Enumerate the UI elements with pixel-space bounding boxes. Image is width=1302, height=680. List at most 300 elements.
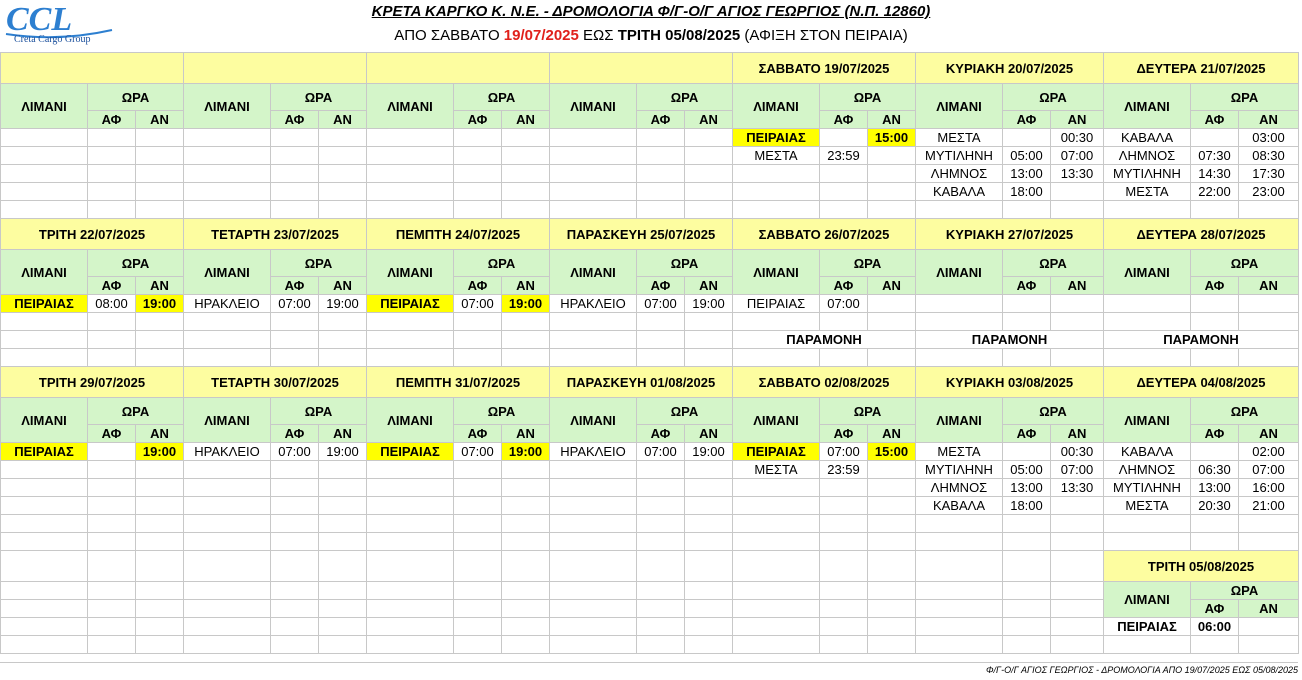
table-cell bbox=[637, 582, 685, 600]
departure-cell bbox=[820, 129, 868, 147]
table-cell bbox=[184, 313, 271, 331]
day-header-row bbox=[1, 367, 1299, 398]
table-cell bbox=[1003, 349, 1051, 367]
departure-cell bbox=[454, 183, 502, 201]
table-cell bbox=[868, 582, 916, 600]
table-cell bbox=[637, 636, 685, 654]
arr-header: ΑΝ bbox=[502, 425, 550, 443]
arrival-cell bbox=[136, 183, 184, 201]
port-cell bbox=[184, 183, 271, 201]
departure-cell bbox=[271, 479, 319, 497]
day-title: ΠΑΡΑΣΚΕΥΗ 01/08/2025 bbox=[550, 367, 733, 398]
table-cell bbox=[136, 515, 184, 533]
table-cell bbox=[319, 618, 367, 636]
arrival-cell: 07:00 bbox=[1051, 147, 1104, 165]
table-cell bbox=[868, 515, 916, 533]
table-cell bbox=[271, 618, 319, 636]
table-cell bbox=[271, 515, 319, 533]
table-cell bbox=[820, 515, 868, 533]
table-cell bbox=[319, 515, 367, 533]
table-cell bbox=[1, 313, 88, 331]
table-cell bbox=[1051, 582, 1104, 600]
dep-header: ΑΦ bbox=[1003, 425, 1051, 443]
dep-header: ΑΦ bbox=[454, 425, 502, 443]
subtitle-prefix: ΑΠΟ ΣΑΒΒΑΤΟ bbox=[394, 27, 504, 44]
port-cell: ΜΥΤΙΛΗΝΗ bbox=[916, 461, 1003, 479]
time-header: ΩΡΑ bbox=[271, 84, 367, 111]
port-cell: ΚΑΒΑΛΑ bbox=[1104, 443, 1191, 461]
table-cell bbox=[1051, 618, 1104, 636]
table-cell bbox=[550, 600, 637, 618]
day-title: ΔΕΥΤΕΡΑ 04/08/2025 bbox=[1104, 367, 1299, 398]
dep-header: ΑΦ bbox=[88, 277, 136, 295]
table-cell bbox=[733, 582, 820, 600]
arr-header: ΑΝ bbox=[1239, 277, 1299, 295]
departure-cell bbox=[271, 201, 319, 219]
arrival-cell bbox=[136, 461, 184, 479]
port-header: ΛΙΜΑΝΙ bbox=[367, 84, 454, 129]
arrival-cell: 00:30 bbox=[1051, 129, 1104, 147]
table-cell bbox=[685, 313, 733, 331]
departure-cell: 07:00 bbox=[454, 443, 502, 461]
port-header: ΛΙΜΑΝΙ bbox=[916, 84, 1003, 129]
departure-cell bbox=[454, 129, 502, 147]
table-cell bbox=[550, 331, 637, 349]
departure-cell bbox=[1003, 295, 1051, 313]
departure-cell bbox=[454, 479, 502, 497]
departure-cell: 07:00 bbox=[454, 295, 502, 313]
port-cell: ΜΥΤΙΛΗΝΗ bbox=[1104, 479, 1191, 497]
table-cell bbox=[550, 636, 637, 654]
table-cell bbox=[868, 349, 916, 367]
subtitle-suffix: (ΑΦΙΞΗ ΣΤΟΝ ΠΕΙΡΑΙΑ) bbox=[740, 27, 908, 44]
table-cell bbox=[184, 600, 271, 618]
table-cell bbox=[271, 533, 319, 551]
arrival-cell bbox=[868, 183, 916, 201]
arrival-cell: 19:00 bbox=[319, 443, 367, 461]
port-cell bbox=[550, 201, 637, 219]
departure-cell bbox=[88, 165, 136, 183]
arr-header: ΑΝ bbox=[868, 277, 916, 295]
table-cell bbox=[136, 582, 184, 600]
table-cell bbox=[1051, 636, 1104, 654]
port-cell bbox=[550, 129, 637, 147]
table-cell bbox=[184, 349, 271, 367]
table-cell bbox=[550, 582, 637, 600]
table-cell bbox=[271, 551, 319, 582]
arrival-cell bbox=[868, 461, 916, 479]
table-cell bbox=[1239, 533, 1299, 551]
time-header: ΩΡΑ bbox=[1003, 250, 1104, 277]
table-cell bbox=[1051, 551, 1104, 582]
departure-cell bbox=[1003, 201, 1051, 219]
departure-cell: 07:00 bbox=[271, 295, 319, 313]
arrival-cell: 23:00 bbox=[1239, 183, 1299, 201]
arrival-cell: 19:00 bbox=[685, 443, 733, 461]
table-cell bbox=[916, 349, 1003, 367]
port-cell bbox=[550, 147, 637, 165]
table-cell bbox=[136, 636, 184, 654]
day-title: ΣΑΒΒΑΤΟ 26/07/2025 bbox=[733, 219, 916, 250]
arrival-cell bbox=[685, 497, 733, 515]
port-cell: ΗΡΑΚΛΕΙΟ bbox=[550, 295, 637, 313]
table-cell bbox=[685, 600, 733, 618]
departure-cell: 07:00 bbox=[637, 295, 685, 313]
table-cell bbox=[319, 600, 367, 618]
table-cell bbox=[868, 313, 916, 331]
day-title: ΤΕΤΑΡΤΗ 30/07/2025 bbox=[184, 367, 367, 398]
table-cell bbox=[685, 582, 733, 600]
table-row bbox=[1, 515, 1299, 533]
table-cell bbox=[454, 533, 502, 551]
arrival-cell bbox=[502, 129, 550, 147]
day-header-row bbox=[1, 53, 1299, 84]
table-cell bbox=[184, 551, 271, 582]
table-cell bbox=[1239, 636, 1299, 654]
time-header: ΩΡΑ bbox=[1191, 582, 1299, 600]
departure-cell bbox=[454, 461, 502, 479]
table-cell bbox=[454, 349, 502, 367]
departure-cell bbox=[637, 183, 685, 201]
dep-header: ΑΦ bbox=[820, 111, 868, 129]
port-cell: ΠΕΙΡΑΙΑΣ bbox=[1104, 618, 1191, 636]
table-cell bbox=[916, 515, 1003, 533]
table-cell bbox=[733, 636, 820, 654]
table-cell bbox=[88, 582, 136, 600]
arr-header: ΑΝ bbox=[868, 425, 916, 443]
table-cell bbox=[550, 533, 637, 551]
table-cell bbox=[916, 618, 1003, 636]
port-header: ΛΙΜΑΝΙ bbox=[916, 250, 1003, 295]
table-cell bbox=[319, 582, 367, 600]
time-header: ΩΡΑ bbox=[820, 84, 916, 111]
day-title: ΠΕΜΠΤΗ 24/07/2025 bbox=[367, 219, 550, 250]
table-cell bbox=[319, 551, 367, 582]
page-title: ΚΡΕΤΑ ΚΑΡΓΚΟ Κ. Ν.Ε. - ΔΡΟΜΟΛΟΓΙΑ Φ/Γ-Ο/Γ ΑΓΙΟΣ ΓΕΩΡΓΙΟΣ (Ν.Π. 12860) bbox=[371, 3, 931, 20]
port-cell: ΠΕΙΡΑΙΑΣ bbox=[367, 295, 454, 313]
table-cell bbox=[916, 551, 1003, 582]
arrival-cell bbox=[319, 479, 367, 497]
port-cell bbox=[367, 147, 454, 165]
table-cell bbox=[1239, 349, 1299, 367]
port-cell bbox=[550, 165, 637, 183]
arrival-cell bbox=[685, 147, 733, 165]
arr-header: ΑΝ bbox=[136, 111, 184, 129]
table-cell bbox=[319, 313, 367, 331]
table-cell bbox=[136, 331, 184, 349]
time-header: ΩΡΑ bbox=[454, 250, 550, 277]
table-cell bbox=[685, 533, 733, 551]
arrival-cell: 00:30 bbox=[1051, 443, 1104, 461]
port-header: ΛΙΜΑΝΙ bbox=[1104, 398, 1191, 443]
arr-header: ΑΝ bbox=[685, 425, 733, 443]
stay-row bbox=[1, 331, 1299, 349]
port-cell bbox=[1, 147, 88, 165]
table-row bbox=[1, 533, 1299, 551]
table-cell bbox=[88, 551, 136, 582]
port-cell bbox=[1, 129, 88, 147]
table-cell bbox=[1, 600, 88, 618]
port-cell bbox=[550, 497, 637, 515]
port-cell bbox=[1, 479, 88, 497]
port-header: ΛΙΜΑΝΙ bbox=[367, 398, 454, 443]
port-header: ΛΙΜΑΝΙ bbox=[1104, 582, 1191, 618]
day-title: ΔΕΥΤΕΡΑ 21/07/2025 bbox=[1104, 53, 1299, 84]
table-cell bbox=[136, 349, 184, 367]
port-cell bbox=[1, 201, 88, 219]
table-cell bbox=[1051, 600, 1104, 618]
table-cell bbox=[88, 313, 136, 331]
table-row bbox=[1, 129, 1299, 147]
arrival-cell bbox=[502, 147, 550, 165]
day-title: ΤΕΤΑΡΤΗ 23/07/2025 bbox=[184, 219, 367, 250]
table-cell bbox=[454, 600, 502, 618]
departure-cell bbox=[88, 183, 136, 201]
table-cell bbox=[685, 515, 733, 533]
table-cell bbox=[637, 515, 685, 533]
table-cell bbox=[637, 331, 685, 349]
port-header: ΛΙΜΑΝΙ bbox=[1, 84, 88, 129]
table-cell bbox=[502, 600, 550, 618]
day-title: ΚΥΡΙΑΚΗ 27/07/2025 bbox=[916, 219, 1104, 250]
table-cell bbox=[88, 331, 136, 349]
port-header: ΛΙΜΑΝΙ bbox=[1, 250, 88, 295]
table-cell bbox=[1, 515, 88, 533]
time-header: ΩΡΑ bbox=[637, 84, 733, 111]
arrival-cell bbox=[502, 479, 550, 497]
port-cell: ΠΕΙΡΑΙΑΣ bbox=[733, 129, 820, 147]
arr-header: ΑΝ bbox=[1051, 425, 1104, 443]
table-row bbox=[1, 551, 1299, 582]
port-header: ΛΙΜΑΝΙ bbox=[733, 84, 820, 129]
port-cell bbox=[184, 461, 271, 479]
table-cell bbox=[454, 331, 502, 349]
dep-header: ΑΦ bbox=[271, 277, 319, 295]
port-cell bbox=[367, 165, 454, 183]
table-cell bbox=[367, 582, 454, 600]
table-cell bbox=[136, 551, 184, 582]
port-cell: ΜΥΤΙΛΗΝΗ bbox=[1104, 165, 1191, 183]
table-cell bbox=[502, 551, 550, 582]
table-cell bbox=[1, 636, 88, 654]
day-title bbox=[1, 53, 184, 84]
arrival-cell bbox=[1239, 618, 1299, 636]
departure-cell: 20:30 bbox=[1191, 497, 1239, 515]
departure-cell: 23:59 bbox=[820, 147, 868, 165]
time-header: ΩΡΑ bbox=[1191, 84, 1299, 111]
day-title: ΤΡΙΤΗ 05/08/2025 bbox=[1104, 551, 1299, 582]
table-cell bbox=[1051, 515, 1104, 533]
arr-header: ΑΝ bbox=[685, 111, 733, 129]
departure-cell bbox=[454, 201, 502, 219]
table-cell bbox=[820, 582, 868, 600]
time-header: ΩΡΑ bbox=[88, 398, 184, 425]
departure-cell: 07:00 bbox=[637, 443, 685, 461]
day-title: ΔΕΥΤΕΡΑ 28/07/2025 bbox=[1104, 219, 1299, 250]
table-cell bbox=[88, 533, 136, 551]
port-cell bbox=[184, 129, 271, 147]
table-cell bbox=[502, 582, 550, 600]
arrival-cell: 15:00 bbox=[868, 129, 916, 147]
dep-header: ΑΦ bbox=[271, 111, 319, 129]
table-cell bbox=[454, 618, 502, 636]
arrival-cell bbox=[685, 461, 733, 479]
table-row bbox=[1, 497, 1299, 515]
time-header: ΩΡΑ bbox=[271, 398, 367, 425]
arrival-cell bbox=[136, 479, 184, 497]
port-cell: ΜΕΣΤΑ bbox=[733, 461, 820, 479]
departure-cell bbox=[88, 479, 136, 497]
arr-header: ΑΝ bbox=[319, 277, 367, 295]
port-header: ΛΙΜΑΝΙ bbox=[184, 250, 271, 295]
arr-header: ΑΝ bbox=[1239, 600, 1299, 618]
arrival-cell bbox=[685, 129, 733, 147]
departure-cell bbox=[88, 461, 136, 479]
table-cell bbox=[367, 533, 454, 551]
table-cell bbox=[916, 313, 1003, 331]
table-cell bbox=[1191, 349, 1239, 367]
departure-cell bbox=[1191, 129, 1239, 147]
departure-cell: 14:30 bbox=[1191, 165, 1239, 183]
departure-cell bbox=[271, 147, 319, 165]
table-cell bbox=[367, 313, 454, 331]
port-cell bbox=[550, 479, 637, 497]
departure-cell bbox=[637, 497, 685, 515]
table-cell bbox=[733, 349, 820, 367]
column-header-row bbox=[1, 398, 1299, 425]
arrival-cell bbox=[502, 165, 550, 183]
port-cell bbox=[733, 201, 820, 219]
table-cell bbox=[271, 600, 319, 618]
port-header: ΛΙΜΑΝΙ bbox=[916, 398, 1003, 443]
arrival-cell bbox=[136, 497, 184, 515]
port-cell bbox=[733, 165, 820, 183]
table-cell bbox=[1003, 636, 1051, 654]
port-header: ΛΙΜΑΝΙ bbox=[367, 250, 454, 295]
arrival-cell bbox=[502, 461, 550, 479]
day-title: ΠΕΜΠΤΗ 31/07/2025 bbox=[367, 367, 550, 398]
table-cell bbox=[637, 313, 685, 331]
arrival-cell bbox=[1051, 201, 1104, 219]
port-cell: ΠΕΙΡΑΙΑΣ bbox=[367, 443, 454, 461]
departure-cell bbox=[454, 165, 502, 183]
departure-cell: 13:00 bbox=[1003, 165, 1051, 183]
departure-cell: 06:00 bbox=[1191, 618, 1239, 636]
time-header: ΩΡΑ bbox=[454, 398, 550, 425]
arrival-cell bbox=[319, 147, 367, 165]
table-cell bbox=[685, 331, 733, 349]
dep-header: ΑΦ bbox=[1003, 111, 1051, 129]
arrival-cell: 02:00 bbox=[1239, 443, 1299, 461]
table-cell bbox=[367, 349, 454, 367]
table-cell bbox=[550, 349, 637, 367]
table-cell bbox=[1003, 313, 1051, 331]
port-cell: ΗΡΑΚΛΕΙΟ bbox=[184, 443, 271, 461]
arrival-cell: 19:00 bbox=[319, 295, 367, 313]
arrival-cell bbox=[868, 497, 916, 515]
arrival-cell bbox=[1239, 201, 1299, 219]
departure-cell bbox=[1003, 129, 1051, 147]
day-title: ΣΑΒΒΑΤΟ 02/08/2025 bbox=[733, 367, 916, 398]
departure-cell bbox=[88, 497, 136, 515]
table-cell bbox=[88, 515, 136, 533]
table-cell bbox=[1, 331, 88, 349]
schedule-table bbox=[0, 52, 1299, 654]
departure-cell bbox=[271, 129, 319, 147]
table-cell bbox=[1104, 349, 1191, 367]
port-cell bbox=[367, 183, 454, 201]
table-cell bbox=[271, 582, 319, 600]
table-cell bbox=[1239, 515, 1299, 533]
departure-cell bbox=[88, 147, 136, 165]
port-header: ΛΙΜΑΝΙ bbox=[733, 250, 820, 295]
port-cell bbox=[184, 497, 271, 515]
day-title: ΚΥΡΙΑΚΗ 20/07/2025 bbox=[916, 53, 1104, 84]
page-subtitle bbox=[120, 27, 1182, 44]
dep-header: ΑΦ bbox=[271, 425, 319, 443]
port-cell: ΛΗΜΝΟΣ bbox=[1104, 147, 1191, 165]
departure-cell bbox=[820, 201, 868, 219]
table-cell bbox=[1003, 600, 1051, 618]
table-cell bbox=[136, 618, 184, 636]
departure-cell bbox=[88, 201, 136, 219]
table-cell bbox=[1003, 533, 1051, 551]
table-cell bbox=[271, 636, 319, 654]
stay-label: ΠΑΡΑΜΟΝΗ bbox=[1104, 331, 1299, 349]
departure-cell bbox=[454, 497, 502, 515]
table-cell bbox=[454, 313, 502, 331]
arr-header: ΑΝ bbox=[319, 425, 367, 443]
arrival-cell: 19:00 bbox=[502, 295, 550, 313]
arrival-cell: 08:30 bbox=[1239, 147, 1299, 165]
departure-cell: 08:00 bbox=[88, 295, 136, 313]
table-cell bbox=[1, 582, 88, 600]
departure-cell bbox=[820, 183, 868, 201]
arrival-cell bbox=[319, 201, 367, 219]
dep-header: ΑΦ bbox=[454, 111, 502, 129]
port-cell bbox=[733, 183, 820, 201]
time-header: ΩΡΑ bbox=[820, 398, 916, 425]
table-cell bbox=[367, 618, 454, 636]
table-cell bbox=[136, 600, 184, 618]
table-cell bbox=[916, 533, 1003, 551]
table-cell bbox=[550, 618, 637, 636]
table-cell bbox=[367, 600, 454, 618]
departure-cell bbox=[637, 201, 685, 219]
arrival-cell bbox=[502, 201, 550, 219]
port-cell bbox=[367, 129, 454, 147]
dep-header: ΑΦ bbox=[1003, 277, 1051, 295]
arrival-cell: 19:00 bbox=[685, 295, 733, 313]
port-cell bbox=[733, 479, 820, 497]
stay-label: ΠΑΡΑΜΟΝΗ bbox=[916, 331, 1104, 349]
table-cell bbox=[271, 349, 319, 367]
arrival-cell: 16:00 bbox=[1239, 479, 1299, 497]
dep-header: ΑΦ bbox=[88, 425, 136, 443]
departure-cell: 22:00 bbox=[1191, 183, 1239, 201]
port-cell: ΗΡΑΚΛΕΙΟ bbox=[184, 295, 271, 313]
dep-header: ΑΦ bbox=[637, 425, 685, 443]
port-cell: ΠΕΙΡΑΙΑΣ bbox=[733, 443, 820, 461]
table-row bbox=[1, 461, 1299, 479]
table-cell bbox=[1003, 515, 1051, 533]
table-cell bbox=[454, 515, 502, 533]
table-cell bbox=[454, 551, 502, 582]
arrival-cell: 13:30 bbox=[1051, 479, 1104, 497]
port-cell bbox=[550, 183, 637, 201]
time-header: ΩΡΑ bbox=[820, 250, 916, 277]
arrival-cell bbox=[1051, 183, 1104, 201]
